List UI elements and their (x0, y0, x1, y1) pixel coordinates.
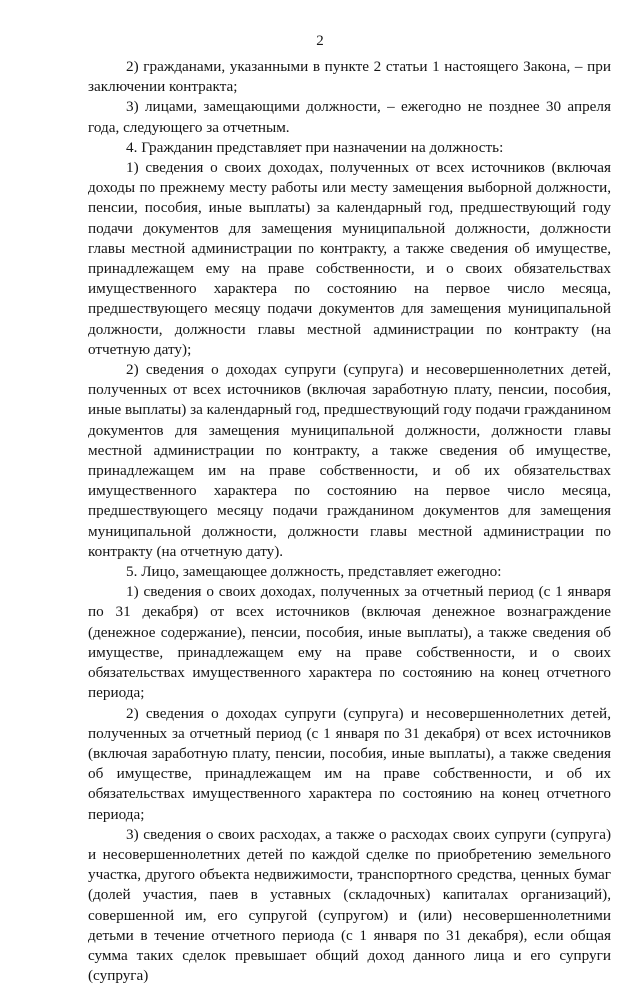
paragraph: 3) лицами, замещающими должности, – ежегодно не позднее 30 апреля года, следующего за отчетным. (88, 98, 611, 136)
paragraph: 4. Гражданин представляет при назначении на должность: (126, 138, 504, 156)
paragraph: 2) сведения о доходах супруги (супруга) и несовершеннолетних детей, полученных от всех источников (включая заработную плату, пенсии, пособия, иные выплаты) за календарный год, предшествующий году подачи гражданином документов для замещения муниципальной должности, должности главы местной администрации по контракту, а также сведения об имуществе, принадлежащем им на праве собственности, и об их обязательствах имущественного характера по состоянию на первое число месяца, предшествующего месяцу подачи гражданином документов для замещения муниципальной должности, должности главы местной администрации по контракту (на отчетную дату). (88, 361, 611, 560)
paragraph: 2) гражданами, указанными в пункте 2 статьи 1 настоящего Закона, – при заключении контракта; (88, 58, 611, 96)
paragraph: 3) сведения о своих расходах, а также о расходах своих супруги (супруга) и несовершеннолетних детей по каждой сделке по приобретению земельного участка, другого объекта недвижимости, транспортного средства, ценных бумаг (долей участия, паев в уставных (складочных) капиталах организаций), совершенной им, его супругой (супругом) и (или) несовершеннолетними детьми в течение отчетного периода (с 1 января по 31 декабря), если общая сумма таких сделок превышает общий доход данного лица и его супруги (супруга) (88, 825, 611, 985)
paragraph: 2) сведения о доходах супруги (супруга) и несовершеннолетних детей, полученных за отчетный период (с 1 января по 31 декабря) от всех источников (включая заработную плату, пенсии, пособия, иные выплаты), а также сведения об имуществе, принадлежащем им на праве собственности, и об их обязательствах имущественного характера по состоянию на конец отчетного периода; (88, 704, 611, 823)
paragraph: 1) сведения о своих доходах, полученных от всех источников (включая доходы по прежнему месту работы или месту замещения выборной должности, пенсии, пособия, иные выплаты) за календарный год, предшествующий году подачи документов для замещения муниципальной должности, должности главы местной администрации по контракту, а также сведения об имуществе, принадлежащем ему на праве собственности, и о своих обязательствах имущественного характера по состоянию на первое число месяца, предшествующего месяцу подачи документов для замещения муниципальной должности, должности главы местной администрации по контракту (на отчетную дату); (88, 159, 611, 358)
document-body (88, 57, 611, 986)
paragraph: 1) сведения о своих доходах, полученных за отчетный период (с 1 января по 31 декабря) от всех источников (включая денежное вознаграждение (денежное содержание), пенсии, пособия, иные выплаты), а также сведения об имуществе, принадлежащем ему на праве собственности, и о своих обязательствах имущественного характера по состоянию на конец отчетного периода; (88, 583, 611, 702)
page-number: 2 (316, 33, 324, 49)
paragraph: 5. Лицо, замещающее должность, представляет ежегодно: (126, 563, 502, 581)
